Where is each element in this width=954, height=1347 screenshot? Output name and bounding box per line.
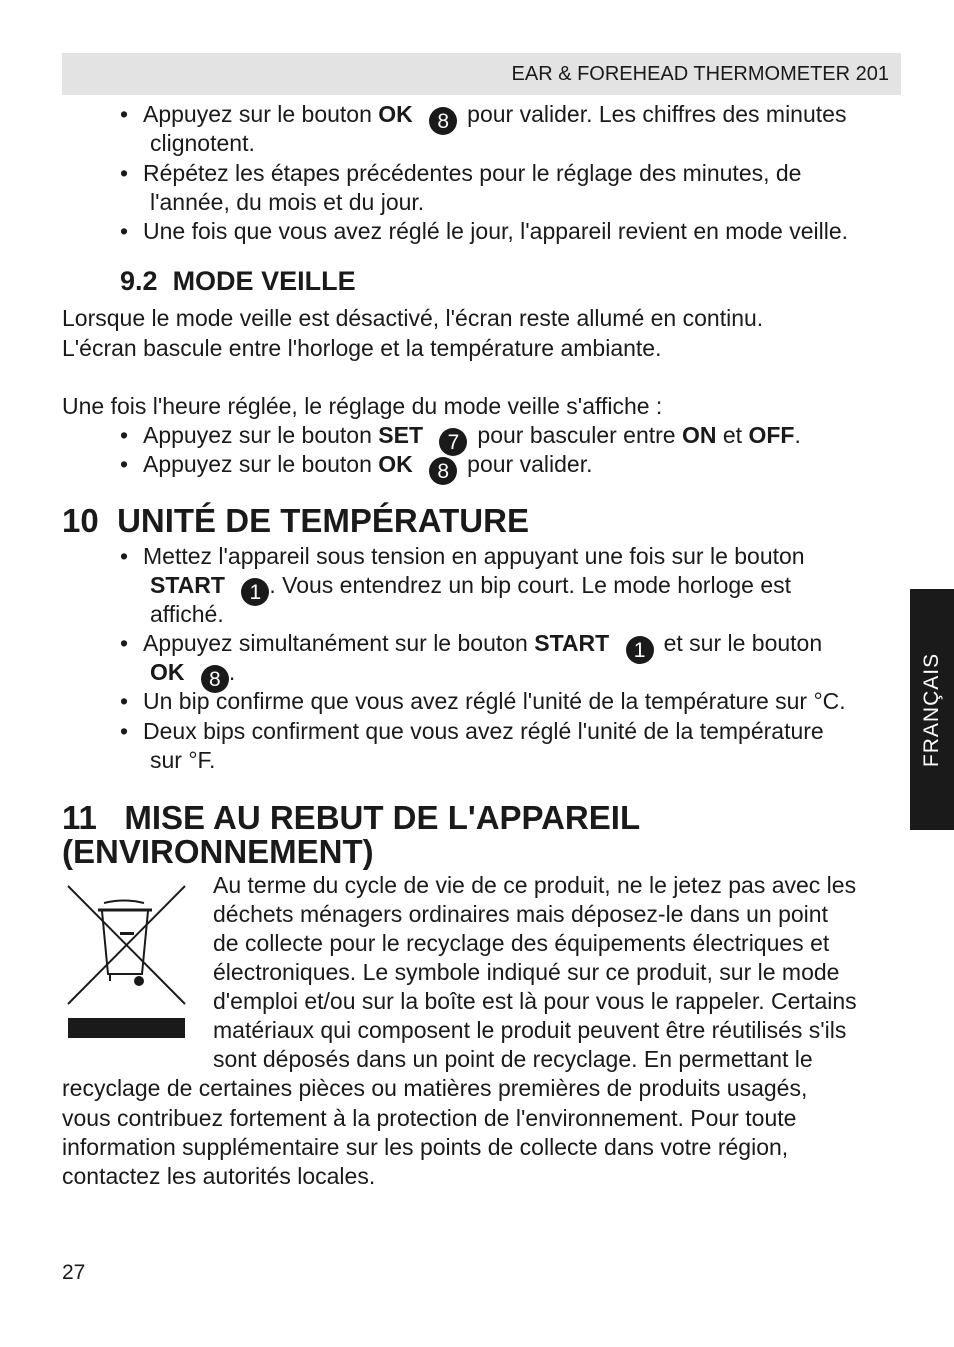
bullet-marker: • [120, 543, 129, 569]
s10-bullet-2: Appuyez simultanément sur le bouton START 1 et sur le bouton [143, 630, 823, 662]
s10-bullet-1-cont: START 1 . Vous entendrez un bip court. Le mode horloge est [150, 572, 792, 604]
section-heading-10: 10 UNITÉ DE TEMPÉRATURE [62, 502, 529, 539]
bullet-marker: • [120, 218, 129, 244]
paragraph-line: électroniques. Le symbole indiqué sur ce produit, sur le mode [213, 959, 840, 985]
paragraph-line: de collecte pour le recyclage des équipements électriques et [213, 930, 830, 956]
set-button-7-icon: 7 [439, 428, 467, 456]
language-tab [910, 589, 954, 830]
intro-bullet-1: Appuyez sur le bouton OK 8 pour valider. Les chiffres des minutes [143, 101, 847, 133]
paragraph-line: recyclage de certaines pièces ou matières premières de produits usagés, [62, 1075, 808, 1101]
bullet-marker: • [120, 451, 129, 477]
section-heading-11: 11 MISE AU REBUT DE L'APPAREIL [62, 799, 641, 836]
bullet-marker: • [120, 101, 129, 127]
bullet-marker: • [120, 718, 129, 744]
intro-bullet-2-cont: l'année, du mois et du jour. [150, 189, 425, 215]
section-heading-11-cont: (ENVIRONNEMENT) [62, 833, 374, 870]
paragraph-line: déchets ménagers ordinaires mais déposez-le dans un point [213, 901, 828, 927]
paragraph-line: d'emploi et/ou sur la boîte est là pour vous le rappeler. Certains [213, 988, 857, 1014]
paragraph: Lorsque le mode veille est désactivé, l'écran reste allumé en continu. [62, 305, 764, 331]
intro-bullet-1-cont: clignotent. [150, 130, 255, 156]
ok-button-8-icon: 8 [429, 457, 457, 485]
start-button-1-icon: 1 [626, 636, 654, 664]
bullet-marker: • [120, 688, 129, 714]
header-bar [62, 53, 901, 95]
s10-bullet-1: Mettez l'appareil sous tension en appuyant une fois sur le bouton [143, 543, 805, 569]
bullet-marker: • [120, 630, 129, 656]
bullet-marker: • [120, 422, 129, 448]
weee-crossed-bin-icon [66, 884, 187, 1040]
ok-button-8-icon: 8 [201, 665, 229, 693]
ok-button-8-icon: 8 [429, 107, 457, 135]
paragraph-line: Au terme du cycle de vie de ce produit, ne le jetez pas avec les [213, 872, 857, 898]
paragraph-line: sont déposés dans un point de recyclage. En permettant le [213, 1046, 813, 1072]
s10-bullet-4-cont: sur °F. [150, 747, 216, 773]
document-title: EAR & FOREHEAD THERMOMETER 201 [511, 63, 889, 85]
bullet-marker: • [120, 160, 129, 186]
language-tab-label: FRANÇAIS [920, 652, 943, 767]
paragraph-line: vous contribuez fortement à la protection de l'environnement. Pour toute [62, 1105, 797, 1131]
paragraph-line: matériaux qui composent le produit peuvent être réutilisés s'ils [213, 1017, 847, 1043]
paragraph-line: information supplémentaire sur les points de collecte dans votre région, [62, 1134, 789, 1160]
s10-bullet-1-cont2: affiché. [150, 601, 224, 627]
section-heading-9-2: 9.2 MODE VEILLE [120, 266, 356, 296]
intro-bullet-2: Répétez les étapes précédentes pour le réglage des minutes, de [143, 160, 802, 186]
page-number: 27 [62, 1261, 86, 1284]
paragraph: Une fois l'heure réglée, le réglage du mode veille s'affiche : [62, 393, 663, 419]
s92-bullet-2: Appuyez sur le bouton OK 8 pour valider. [143, 451, 593, 483]
s92-bullet-1: Appuyez sur le bouton SET 7 pour basculer entre ON et OFF. [143, 422, 801, 454]
paragraph-line: contactez les autorités locales. [62, 1163, 376, 1189]
s10-bullet-2-cont: OK 8 . [150, 659, 236, 691]
intro-bullet-3: Une fois que vous avez réglé le jour, l'appareil revient en mode veille. [143, 218, 849, 244]
start-button-1-icon: 1 [241, 578, 269, 606]
s10-bullet-4: Deux bips confirment que vous avez réglé l'unité de la température [143, 718, 824, 744]
paragraph: L'écran bascule entre l'horloge et la température ambiante. [62, 335, 662, 361]
s10-bullet-3: Un bip confirme que vous avez réglé l'unité de la température sur °C. [143, 688, 846, 714]
